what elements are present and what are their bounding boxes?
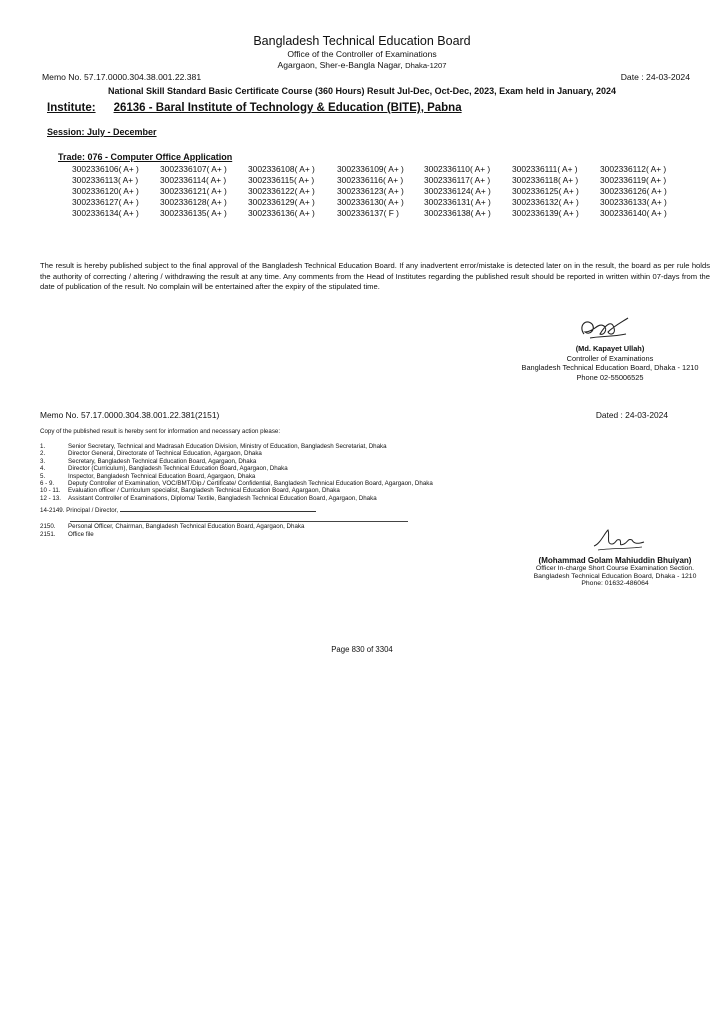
distribution-number: 2151. xyxy=(40,530,56,538)
distribution-text: Director (Curriculum), Bangladesh Technical Education Board, Agargaon, Dhaka xyxy=(68,465,288,473)
controller-org: Bangladesh Technical Education Board, Dhaka - 1210 xyxy=(521,363,699,373)
address-main: Agargaon, Sher-e-Bangla Nagar, xyxy=(277,60,403,70)
distribution-number: 2. xyxy=(40,450,46,458)
distribution-number: 10 - 11. xyxy=(40,487,61,495)
result-cell: 3002336140( A+ ) xyxy=(600,208,667,218)
result-cell: 3002336125( A+ ) xyxy=(512,186,579,196)
result-cell: 3002336136( A+ ) xyxy=(248,208,315,218)
distribution-text: Assistant Controller of Examinations, Diploma/ Textile, Bangladesh Technical Education Board, Agargaon, Dhaka xyxy=(68,494,377,502)
principal-label: 14-2149. Principal / Director, xyxy=(40,507,119,514)
office-line: Office of the Controller of Examinations xyxy=(287,49,437,59)
distribution-text: Secretary, Bangladesh Technical Education Board, Agargaon, Dhaka xyxy=(68,457,257,465)
controller-signature-block xyxy=(500,344,720,382)
distribution-number: 6 - 9. xyxy=(40,479,55,487)
result-cell: 3002336111( A+ ) xyxy=(512,164,578,174)
result-cell: 3002336126( A+ ) xyxy=(600,186,667,196)
result-cell: 3002336128( A+ ) xyxy=(160,197,227,207)
result-cell: 3002336120( A+ ) xyxy=(72,186,139,196)
officer-name: (Mohammad Golam Mahiuddin Bhuiyan) xyxy=(538,556,692,565)
result-cell: 3002336115( A+ ) xyxy=(248,175,315,185)
distribution-text: Office file xyxy=(68,530,94,538)
distribution-number: 5. xyxy=(40,472,46,480)
memo2-date: Dated : 24-03-2024 xyxy=(595,410,668,420)
principal-blank xyxy=(120,506,316,512)
result-cell: 3002336107( A+ ) xyxy=(160,164,227,174)
officer-signature xyxy=(590,526,650,554)
memo2-number: Memo No. 57.17.0000.304.38.001.22.381(2151) xyxy=(40,410,220,420)
result-cell: 3002336127( A+ ) xyxy=(72,197,139,207)
result-cell: 3002336122( A+ ) xyxy=(248,186,315,196)
result-cell: 3002336134( A+ ) xyxy=(72,208,139,218)
result-cell: 3002336123( A+ ) xyxy=(337,186,404,196)
result-cell: 3002336119( A+ ) xyxy=(600,175,667,185)
result-cell: 3002336108( A+ ) xyxy=(248,164,315,174)
result-cell: 3002336139( A+ ) xyxy=(512,208,579,218)
institute-label: Institute: xyxy=(47,102,96,114)
result-cell: 3002336133( A+ ) xyxy=(600,197,667,207)
controller-signature xyxy=(570,312,640,344)
distribution-text: Personal Officer, Chairman, Bangladesh Technical Education Board, Agargaon, Dhaka xyxy=(68,523,305,530)
copy-note: Copy of the published result is hereby sent for information and necessary action please: xyxy=(40,428,281,435)
distribution-text: Senior Secretary, Technical and Madrasah Education Division, Ministry of Education, Bangladesh Secretariat, Dhaka xyxy=(68,443,387,450)
result-cell: 3002336138( A+ ) xyxy=(424,208,491,218)
result-row xyxy=(72,208,692,219)
results-grid xyxy=(72,164,692,219)
distribution-text: Director General, Directorate of Technical Education, Agargaon, Dhaka xyxy=(68,450,262,458)
result-cell: 3002336135( A+ ) xyxy=(160,208,227,218)
distribution-number: 3. xyxy=(40,457,46,465)
result-cell: 3002336116( A+ ) xyxy=(337,175,404,185)
page-number: Page 830 of 3304 xyxy=(331,645,393,654)
officer-phone: Phone: 01632-486064 xyxy=(581,580,649,588)
officer-signature-block xyxy=(500,557,724,588)
result-cell: 3002336110( A+ ) xyxy=(424,164,491,174)
result-row xyxy=(72,197,692,208)
disclaimer-text: The result is hereby published subject to the final approval of the Bangladesh Technical Education Board. If any inadvertent error/mistake is detected later on in the result, the board as per rule holds the authority of correcting / altering / withdrawing the result at any time. Any comments from the Head of Institutes regarding the published result should be reported in written within 07-days from the date of publication of the result. No complain will be entertained after the expiry of the stipulated time. xyxy=(40,261,710,291)
distribution-number: 4. xyxy=(40,465,46,473)
address-line xyxy=(0,60,724,70)
result-cell: 3002336121( A+ ) xyxy=(160,186,227,196)
result-cell: 3002336112( A+ ) xyxy=(600,164,667,174)
result-cell: 3002336106( A+ ) xyxy=(72,164,139,174)
trade-label: Trade: 076 - Computer Office Application xyxy=(58,152,233,162)
distribution-text: Deputy Controller of Examination, VOC/BMT/Dip./ Certificate/ Confidential, Bangladesh Technical Education Board, Agargaon, Dhaka xyxy=(68,479,433,487)
officer-org: Bangladesh Technical Education Board, Dhaka - 1210 xyxy=(533,572,697,580)
result-cell: 3002336124( A+ ) xyxy=(424,186,491,196)
memo-number: Memo No. 57.17.0000.304.38.001.22.381 xyxy=(42,72,202,82)
result-cell: 3002336132( A+ ) xyxy=(512,197,579,207)
result-cell: 3002336130( A+ ) xyxy=(337,197,404,207)
result-cell: 3002336129( A+ ) xyxy=(248,197,315,207)
result-cell: 3002336118( A+ ) xyxy=(512,175,579,185)
institute-name: 26136 - Baral Institute of Technology & Education (BITE), Pabna xyxy=(113,102,462,114)
distribution-number: 1. xyxy=(40,443,46,450)
controller-title: Controller of Examinations xyxy=(566,353,654,363)
distribution-text: Evaluation officer / Curriculum specialist, Bangladesh Technical Education Board, Agargaon, Dhaka xyxy=(68,487,340,495)
controller-phone: Phone 02-55006525 xyxy=(576,372,644,382)
officer-title: Officer In-charge Short Course Examination Section. xyxy=(535,564,695,572)
result-cell: 3002336117( A+ ) xyxy=(424,175,491,185)
result-row xyxy=(72,186,692,197)
memo-date: Date : 24-03-2024 xyxy=(620,72,690,82)
result-cell: 3002336113( A+ ) xyxy=(72,175,139,185)
result-cell: 3002336109( A+ ) xyxy=(337,164,404,174)
controller-name: (Md. Kapayet Ullah) xyxy=(575,344,645,353)
result-cell: 3002336131( A+ ) xyxy=(424,197,491,207)
course-title: National Skill Standard Basic Certificate Course (360 Hours) Result Jul-Dec, Oct-Dec, 2023, Exam held in January, 2024 xyxy=(107,86,617,96)
distribution-text: Inspector, Bangladesh Technical Education Board, Agargaon, Dhaka xyxy=(68,472,256,480)
distribution-number: 12 - 13. xyxy=(40,494,61,502)
result-row xyxy=(72,175,692,186)
divider xyxy=(70,521,408,522)
address-city: Dhaka-1207 xyxy=(405,61,447,70)
session-label: Session: July - December xyxy=(47,127,157,137)
distribution-number: 2150. xyxy=(40,523,56,530)
principal-line xyxy=(40,506,316,514)
result-row xyxy=(72,164,692,175)
board-title: Bangladesh Technical Education Board xyxy=(253,34,471,48)
result-cell: 3002336137( F ) xyxy=(337,208,399,218)
institute-line xyxy=(47,102,462,114)
result-cell: 3002336114( A+ ) xyxy=(160,175,227,185)
